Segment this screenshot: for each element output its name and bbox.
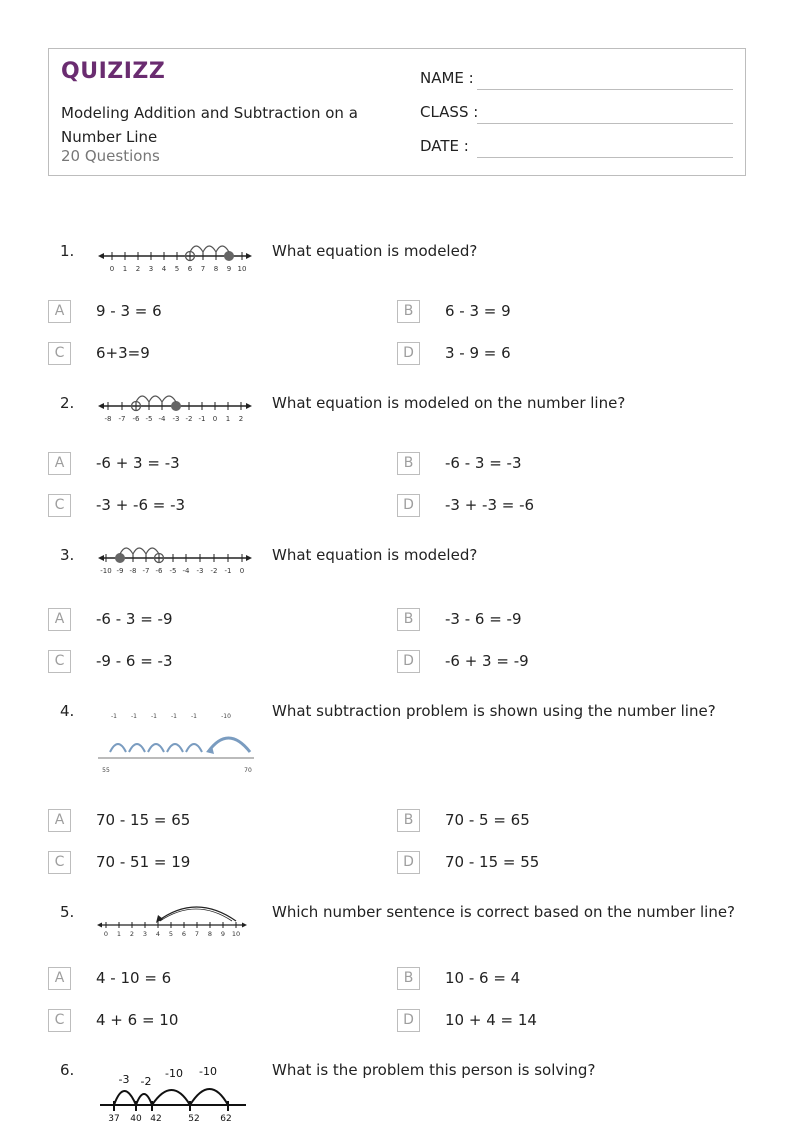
option-c[interactable]: C	[48, 1009, 71, 1032]
option-d-text: -6 + 3 = -9	[445, 652, 529, 670]
name-label: NAME :	[420, 69, 474, 87]
tick-label: 0	[239, 567, 245, 575]
tick-label: -1	[198, 415, 206, 423]
option-d-text: 70 - 15 = 55	[445, 853, 540, 871]
tick-label: 62	[220, 1114, 232, 1123]
tick-label: -7	[142, 567, 150, 575]
tick-label: -4	[182, 567, 190, 575]
option-b-text: 10 - 6 = 4	[445, 969, 521, 987]
tick-label: -8	[104, 415, 112, 423]
jump-label: -3	[118, 1073, 130, 1086]
option-d[interactable]: D	[397, 494, 420, 517]
class-label: CLASS :	[420, 103, 479, 121]
tick-label: -10	[100, 567, 112, 575]
option-c[interactable]: C	[48, 650, 71, 673]
question-text: What is the problem this person is solving?	[272, 1061, 596, 1079]
option-b-text: -3 - 6 = -9	[445, 610, 522, 628]
tick-label: -2	[210, 567, 218, 575]
option-c[interactable]: C	[48, 342, 71, 365]
tick-label: -2	[185, 415, 193, 423]
option-a[interactable]: A	[48, 300, 71, 323]
tick-label: -4	[158, 415, 166, 423]
left-endpoint-label: 55	[102, 767, 110, 774]
tick-label: 3	[148, 265, 154, 273]
tick-label: -8	[129, 567, 137, 575]
tick-label: 37	[108, 1114, 120, 1123]
option-a[interactable]: A	[48, 452, 71, 475]
tick-label: 5	[174, 265, 180, 273]
option-a[interactable]: A	[48, 608, 71, 631]
number-line-figure	[96, 899, 256, 939]
tick-label: -6	[155, 567, 163, 575]
number-line-figure	[96, 238, 256, 278]
number-line-figure	[96, 540, 256, 580]
option-a[interactable]: A	[48, 809, 71, 832]
tick-label: -7	[118, 415, 126, 423]
option-c-text: -3 + -6 = -3	[96, 496, 186, 514]
option-c-text: -9 - 6 = -3	[96, 652, 173, 670]
tick-label: 1	[225, 415, 231, 423]
tick-label: 8	[207, 930, 213, 938]
tick-label: -3	[172, 415, 180, 423]
tick-label: -5	[169, 567, 177, 575]
jump-label: -10	[199, 1065, 217, 1078]
number-line-figure	[96, 388, 256, 428]
tick-label: 7	[200, 265, 206, 273]
tick-label: 7	[194, 930, 200, 938]
question-number: 4.	[60, 702, 75, 720]
tick-label: 4	[155, 930, 161, 938]
tick-label: 1	[122, 265, 128, 273]
number-line-figure	[96, 710, 256, 780]
option-a-text: 4 - 10 = 6	[96, 969, 172, 987]
option-b[interactable]: B	[397, 300, 420, 323]
option-b-text: 70 - 5 = 65	[445, 811, 530, 829]
option-d-text: 10 + 4 = 14	[445, 1011, 537, 1029]
tick-label: -1	[224, 567, 232, 575]
jump-label: -1	[171, 713, 177, 720]
option-c-text: 6+3=9	[96, 344, 150, 362]
question-number: 5.	[60, 903, 75, 921]
question-text: What subtraction problem is shown using the number line?	[272, 702, 716, 720]
tick-label: 52	[188, 1114, 200, 1123]
question-text: What equation is modeled?	[272, 546, 478, 564]
right-endpoint-label: 70	[244, 767, 252, 774]
tick-label: 6	[181, 930, 187, 938]
tick-label: 2	[135, 265, 141, 273]
option-c-text: 4 + 6 = 10	[96, 1011, 179, 1029]
option-d[interactable]: D	[397, 342, 420, 365]
worksheet-header	[48, 48, 746, 176]
tick-label: 5	[168, 930, 174, 938]
option-a-text: 9 - 3 = 6	[96, 302, 162, 320]
quizizz-logo: QUIZIZZ	[61, 59, 166, 84]
number-line-figure	[96, 1061, 256, 1123]
worksheet-title: Modeling Addition and Subtraction on a Number Line	[61, 104, 358, 146]
tick-label: 10	[237, 265, 247, 273]
question-number: 6.	[60, 1061, 75, 1079]
question-number: 1.	[60, 242, 75, 260]
tick-label: 10	[231, 930, 241, 938]
question-text: What equation is modeled?	[272, 242, 478, 260]
option-d[interactable]: D	[397, 851, 420, 874]
question-number: 3.	[60, 546, 75, 564]
option-d-text: -3 + -3 = -6	[445, 496, 535, 514]
jump-label: -2	[140, 1075, 152, 1088]
option-d[interactable]: D	[397, 650, 420, 673]
tick-label: 9	[226, 265, 232, 273]
option-c-text: 70 - 51 = 19	[96, 853, 191, 871]
option-c[interactable]: C	[48, 851, 71, 874]
option-b-text: 6 - 3 = 9	[445, 302, 511, 320]
jump-label: -1	[151, 713, 157, 720]
option-b[interactable]: B	[397, 809, 420, 832]
tick-label: -3	[196, 567, 204, 575]
tick-label: 0	[212, 415, 218, 423]
jump-label: -1	[111, 713, 117, 720]
jump-label: -10	[221, 713, 231, 720]
option-b[interactable]: B	[397, 452, 420, 475]
tick-label: 1	[116, 930, 122, 938]
tick-label: 2	[238, 415, 244, 423]
option-a-text: -6 - 3 = -9	[96, 610, 173, 628]
tick-label: 40	[130, 1114, 142, 1123]
option-a[interactable]: A	[48, 967, 71, 990]
class-field[interactable]	[477, 123, 733, 124]
tick-label: 6	[187, 265, 193, 273]
tick-label: -6	[132, 415, 140, 423]
name-field[interactable]	[477, 89, 733, 90]
tick-label: 0	[103, 930, 109, 938]
jump-label: -1	[191, 713, 197, 720]
option-c[interactable]: C	[48, 494, 71, 517]
option-b[interactable]: B	[397, 608, 420, 631]
question-count: 20 Questions	[61, 147, 160, 165]
option-d[interactable]: D	[397, 1009, 420, 1032]
option-a-text: -6 + 3 = -3	[96, 454, 180, 472]
jump-label: -1	[131, 713, 137, 720]
question-text: What equation is modeled on the number line?	[272, 394, 626, 412]
tick-label: 42	[150, 1114, 162, 1123]
question-text: Which number sentence is correct based on the number line?	[272, 903, 736, 921]
date-label: DATE :	[420, 137, 469, 155]
tick-label: -5	[145, 415, 153, 423]
tick-label: -9	[116, 567, 124, 575]
tick-label: 0	[109, 265, 115, 273]
tick-label: 2	[129, 930, 135, 938]
tick-label: 8	[213, 265, 219, 273]
option-d-text: 3 - 9 = 6	[445, 344, 511, 362]
option-b-text: -6 - 3 = -3	[445, 454, 522, 472]
jump-label: -10	[165, 1067, 183, 1080]
option-a-text: 70 - 15 = 65	[96, 811, 191, 829]
date-field[interactable]	[477, 157, 733, 158]
option-b[interactable]: B	[397, 967, 420, 990]
tick-label: 9	[220, 930, 226, 938]
tick-label: 4	[161, 265, 167, 273]
question-number: 2.	[60, 394, 75, 412]
tick-label: 3	[142, 930, 148, 938]
